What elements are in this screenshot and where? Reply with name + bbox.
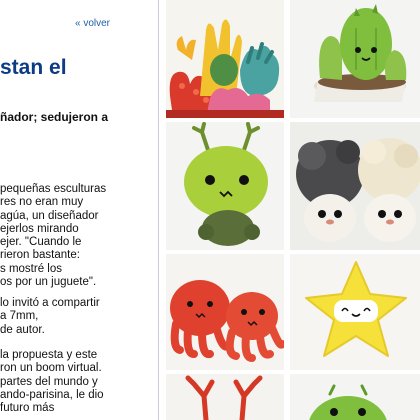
- photo-yellow-star[interactable]: [290, 254, 420, 370]
- text-line: la propuesta y este: [0, 349, 98, 361]
- photo-coral-reef[interactable]: [166, 0, 284, 118]
- text-line: rieron bastante:: [0, 249, 80, 262]
- text-line: de autor.: [0, 323, 45, 336]
- back-link[interactable]: « volver: [75, 18, 111, 29]
- photo-green-monster[interactable]: [166, 122, 284, 250]
- article-headline: stan el: [0, 56, 67, 79]
- article-subheadline: ñador; sedujeron a: [0, 110, 109, 124]
- text-line: ejerlos mirando: [0, 222, 79, 235]
- text-line: lo invitó a compartir: [0, 297, 100, 309]
- article-paragraph: [0, 183, 106, 289]
- text-line: os por un juguete".: [0, 276, 97, 289]
- article-paragraph: [0, 297, 100, 337]
- text-line: s mostré los: [0, 262, 62, 275]
- text-line: futuro más: [0, 402, 55, 415]
- text-line: pequeñas esculturas: [0, 183, 107, 195]
- text-line: a 7mm,: [0, 310, 39, 323]
- column-divider: [158, 0, 159, 420]
- text-line: partes del mundo y: [0, 375, 98, 388]
- text-line: ejer. "Cuando le: [0, 236, 82, 249]
- text-line: ron un boom virtual.: [0, 362, 102, 375]
- photo-red-octopuses[interactable]: [166, 254, 284, 370]
- article-column: [0, 0, 158, 420]
- photo-pompom-creatures[interactable]: [290, 122, 420, 250]
- article-paragraph: [0, 349, 104, 415]
- text-line: ando-parisina, le dio: [0, 388, 104, 401]
- photo-green-creature[interactable]: [290, 374, 420, 420]
- text-line: agúa, un diseñador: [0, 209, 99, 222]
- text-line: res no eran muy: [0, 196, 84, 209]
- photo-gallery: [166, 0, 420, 420]
- photo-cactus-plant[interactable]: [290, 0, 420, 118]
- photo-red-antlers[interactable]: [166, 374, 284, 420]
